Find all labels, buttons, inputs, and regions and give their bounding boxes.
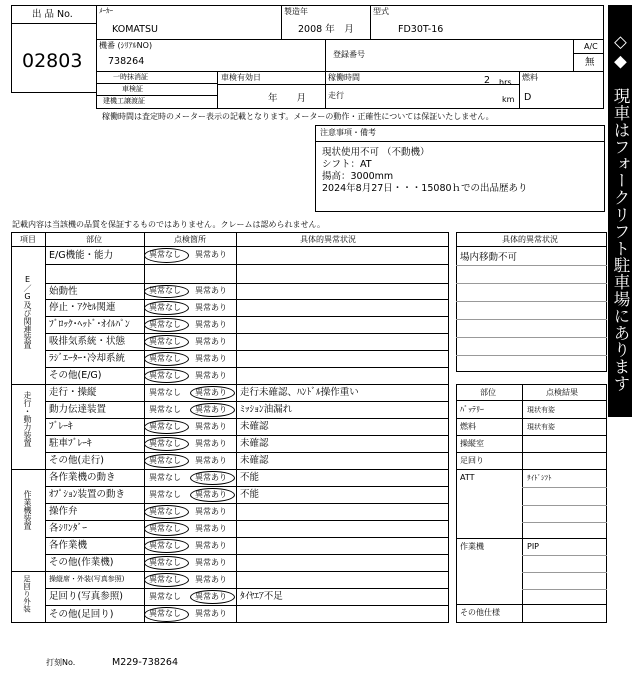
location-banner-text: ◇◆ 現車はフォークリフト駐車場にあります ◆◇ [587, 32, 630, 409]
part-label: 各作業機の動き [49, 472, 116, 483]
selected-check-mark [190, 471, 235, 485]
quality-notice: 記載内容は当該機の品質を保証するものではありません。クレームは認められません。 [12, 220, 325, 229]
divider [522, 505, 607, 506]
inspection-cert-label: 車検証 [122, 85, 143, 93]
row-divider [45, 264, 449, 265]
header-check: 点検箇所 [174, 235, 206, 244]
divider [456, 301, 607, 302]
check-normal: 異常なし [149, 250, 181, 259]
selected-check-mark [144, 301, 189, 315]
result-fuel-label: 燃料 [460, 422, 476, 431]
detail-text: ﾀｲﾔｴｱ不足 [240, 591, 283, 602]
divider [456, 355, 607, 356]
check-normal: 異常なし [149, 302, 181, 312]
row-divider [45, 283, 449, 284]
divider [456, 246, 607, 247]
inspection-result-table [456, 384, 607, 623]
part-label: ｵﾌﾟｼｮﾝ装置の動き [49, 489, 126, 500]
selected-check-mark [190, 386, 235, 400]
selected-check-mark [144, 318, 189, 332]
serial-value: 738264 [108, 56, 145, 67]
part-label: 各ｼﾘﾝﾀﾞｰ [49, 523, 88, 534]
divider [11, 469, 449, 470]
lot-number: 02803 [22, 50, 83, 72]
divider [45, 232, 46, 623]
check-abnormal: 異常あり [195, 438, 227, 448]
fuel-label: 燃料 [522, 73, 538, 82]
check-abnormal: 異常あり [195, 557, 227, 567]
divider [456, 418, 607, 419]
group-label-drive: 走行・動力装置 [23, 391, 32, 447]
divider [456, 469, 607, 470]
selected-check-mark [144, 369, 189, 383]
selected-check-mark [190, 488, 235, 502]
result-battery-value: 現状有姿 [527, 406, 555, 414]
divider [11, 246, 449, 247]
result-work-machine-value: PIP [527, 542, 540, 551]
year-value: 2008 年 月 [298, 24, 354, 35]
check-abnormal: 異常あり [195, 540, 227, 550]
check-abnormal: 異常あり [195, 353, 227, 363]
check-normal: 異常なし [149, 455, 181, 465]
part-label: ﾌﾞﾛｯｸ･ﾍｯﾄﾞ･ｵｲﾙﾊﾟﾝ [49, 319, 130, 330]
divider [217, 84, 325, 85]
divider [456, 283, 607, 284]
divider [96, 71, 604, 72]
distance-label: 走行 [328, 91, 344, 100]
hours-notice: 稼働時間は査定時のメーター表示の記載となります。メーターの動作・正確性については保証いたしません。 [102, 112, 494, 121]
check-normal: 異常なし [149, 574, 181, 584]
hours-label: 稼働時間 [328, 73, 360, 82]
check-abnormal: 異常あり [195, 574, 227, 584]
hours-value: 2 [484, 75, 491, 86]
check-normal: 異常なし [149, 353, 181, 363]
group-label-engine: E／G及び関連装置 [23, 275, 32, 349]
divider [217, 71, 218, 109]
detail-text: 不能 [240, 472, 260, 483]
check-abnormal: 異常あり [195, 421, 227, 431]
part-label: 操縦席・外装(写真参照) [49, 575, 125, 583]
ac-value: 無 [585, 57, 595, 68]
divider [573, 39, 574, 71]
part-label: 停止・ｱｸｾﾙ関連 [49, 302, 116, 313]
row-divider [45, 537, 449, 538]
divider [522, 555, 607, 556]
row-divider [45, 452, 449, 453]
check-normal: 異常なし [149, 609, 181, 618]
serial-label: 機番 (ｼﾘｱﾙNO) [99, 41, 153, 50]
stamp-value: M229-738264 [112, 657, 179, 668]
row-divider [45, 520, 449, 521]
notes-line: シフト：AT [322, 159, 372, 170]
row-divider [45, 333, 449, 334]
detail-text: 未確認 [240, 438, 269, 449]
right-top-line: 場内移動不可 [460, 252, 518, 263]
row-divider [45, 350, 449, 351]
selected-check-mark [144, 454, 189, 468]
selected-check-mark [144, 607, 189, 622]
check-normal: 異常なし [149, 387, 181, 397]
row-divider [45, 418, 449, 419]
check-abnormal: 異常あり [195, 489, 227, 499]
selected-check-mark [190, 590, 235, 604]
selected-check-mark [144, 352, 189, 366]
result-work-machine-label: 作業機 [460, 542, 484, 551]
notes-line: 揚高：3000mm [322, 171, 394, 182]
selected-check-mark [144, 335, 189, 349]
selected-check-mark [144, 522, 189, 536]
right-top-header: 具体的異常状況 [502, 235, 558, 244]
divider [456, 435, 607, 436]
part-label: 操作弁 [49, 506, 78, 517]
detail-text: ﾐｯｼｮﾝ油漏れ [240, 404, 293, 415]
notes-title: 注意事項・備考 [320, 128, 376, 137]
check-normal: 異常なし [149, 319, 181, 329]
row-divider [45, 503, 449, 504]
divider [456, 604, 607, 605]
row-divider [45, 299, 449, 300]
model-value: FD30T-16 [398, 24, 444, 35]
divider [281, 5, 282, 39]
inspection-expiry-value: 年 月 [268, 93, 307, 104]
registration-label: 登録番号 [333, 50, 365, 59]
divider [325, 71, 326, 109]
row-divider [45, 435, 449, 436]
result-other-spec-label: その他仕様 [460, 608, 500, 617]
check-normal: 異常なし [149, 472, 181, 482]
divider [522, 487, 607, 488]
check-normal: 異常なし [149, 523, 181, 533]
part-label: 走行・操縦 [49, 387, 97, 398]
divider [325, 39, 326, 71]
check-abnormal: 異常あり [195, 286, 227, 295]
result-battery-label: ﾊﾞｯﾃﾘｰ [460, 405, 484, 414]
selected-check-mark [144, 505, 189, 519]
part-label: 各作業機 [49, 540, 88, 551]
row-divider [45, 316, 449, 317]
year-label: 製造年 [284, 7, 308, 16]
temp-cert-label: 一時抹消証 [113, 73, 148, 81]
result-header-part: 部位 [480, 388, 496, 397]
detail-text: 未確認 [240, 421, 269, 432]
check-abnormal: 異常あり [195, 370, 227, 380]
selected-check-mark [144, 437, 189, 451]
check-normal: 異常なし [149, 489, 181, 499]
detail-text: 未確認 [240, 455, 269, 466]
divider [96, 95, 217, 96]
row-divider [45, 605, 449, 606]
maker-value: KOMATSU [112, 24, 158, 35]
check-abnormal: 異常あり [195, 455, 227, 465]
result-cab-label: 操縦室 [460, 439, 484, 448]
part-label: ﾗｼﾞｴｰﾀｰ･冷却系統 [49, 353, 126, 364]
divider [522, 522, 607, 523]
part-label: E/G機能・能力 [49, 249, 114, 261]
part-label: ﾌﾞﾚｰｷ [49, 421, 73, 432]
check-abnormal: 異常あり [195, 387, 227, 397]
notes-line: 2024年8月27日・・・15080ｈでの出品歴あり [322, 183, 528, 194]
check-normal: 異常なし [149, 404, 181, 414]
notes-line: 現状使用不可 （不動機） [322, 147, 430, 158]
part-label: 駐車ﾌﾞﾚｰｷ [49, 438, 92, 449]
check-abnormal: 異常あり [195, 609, 227, 618]
divider [456, 337, 607, 338]
check-normal: 異常なし [149, 557, 181, 567]
part-label: その他(足回り) [49, 608, 114, 620]
check-abnormal: 異常あり [195, 472, 227, 482]
check-abnormal: 異常あり [195, 302, 227, 312]
check-normal: 異常なし [149, 336, 181, 346]
divider [11, 571, 449, 572]
divider [573, 53, 604, 54]
maker-label: ﾒｰｶｰ [99, 7, 113, 15]
divider [522, 589, 607, 590]
check-normal: 異常なし [149, 438, 181, 448]
divider [96, 39, 604, 40]
selected-check-mark [144, 539, 189, 553]
check-normal: 異常なし [149, 591, 181, 601]
ac-label: A/C [584, 42, 598, 51]
divider [315, 141, 605, 142]
selected-check-mark [190, 403, 235, 417]
row-divider [45, 554, 449, 555]
row-divider [45, 486, 449, 487]
row-divider [45, 588, 449, 589]
check-normal: 異常なし [149, 370, 181, 380]
result-att-label: ATT [460, 473, 475, 482]
fuel-value: D [524, 92, 532, 103]
header-part: 部位 [86, 235, 102, 244]
detail-text: 不能 [240, 489, 260, 500]
row-divider [45, 401, 449, 402]
part-label: その他(作業機) [49, 557, 114, 568]
lot-label: 出 品 No. [32, 9, 73, 20]
header-detail: 具体的異常状況 [300, 235, 356, 244]
part-label: その他(E/G) [49, 370, 102, 381]
divider [236, 232, 237, 623]
divider [522, 384, 523, 623]
result-fuel-value: 現状有姿 [527, 423, 555, 431]
check-abnormal: 異常あり [195, 506, 227, 516]
check-normal: 異常なし [149, 540, 181, 550]
selected-check-mark [144, 248, 189, 263]
check-normal: 異常なし [149, 506, 181, 516]
stamp-label: 打刻No. [46, 658, 76, 667]
distance-unit: km [502, 95, 515, 104]
part-label: その他(走行) [49, 455, 104, 466]
detail-text: 走行未確認、ﾊﾝﾄﾞﾙ操作重い [240, 387, 359, 398]
check-abnormal: 異常あり [195, 591, 227, 601]
check-normal: 異常なし [149, 286, 181, 295]
check-abnormal: 異常あり [195, 336, 227, 346]
selected-check-mark [144, 420, 189, 434]
selected-check-mark [144, 573, 189, 587]
divider [456, 400, 607, 401]
check-normal: 異常なし [149, 421, 181, 431]
part-label: 動力伝達装置 [49, 404, 107, 415]
group-label-undercarriage: 足回り外装 [22, 575, 32, 613]
part-label: 足回り(写真参照) [49, 591, 123, 602]
inspection-expiry-label: 車検有効日 [221, 73, 261, 82]
divider [96, 83, 217, 84]
model-label: 型式 [373, 7, 389, 16]
part-label: 吸排気系統・状態 [49, 336, 126, 347]
divider [11, 384, 449, 385]
selected-check-mark [144, 285, 189, 298]
part-label: 始動性 [49, 285, 78, 297]
check-abnormal: 異常あり [195, 404, 227, 414]
check-abnormal: 異常あり [195, 319, 227, 329]
result-undercarriage-label: 足回り [460, 456, 484, 465]
result-header-result: 点検結果 [546, 388, 578, 397]
divider [456, 452, 607, 453]
selected-check-mark [144, 556, 189, 570]
construction-cert-label: 建機工譲渡証 [103, 97, 145, 105]
divider [456, 319, 607, 320]
divider [522, 572, 607, 573]
divider [456, 538, 607, 539]
divider [11, 23, 97, 24]
row-divider [45, 367, 449, 368]
check-abnormal: 異常あり [195, 523, 227, 533]
divider [519, 71, 520, 109]
divider [456, 265, 607, 266]
hours-unit: hrs [499, 78, 512, 87]
result-att-value: ｻｲﾄﾞｼﾌﾄ [527, 474, 552, 482]
group-label-work: 作業機装置 [23, 490, 32, 530]
check-abnormal: 異常あり [195, 250, 227, 259]
header-item: 項目 [20, 235, 36, 244]
divider [370, 5, 371, 39]
